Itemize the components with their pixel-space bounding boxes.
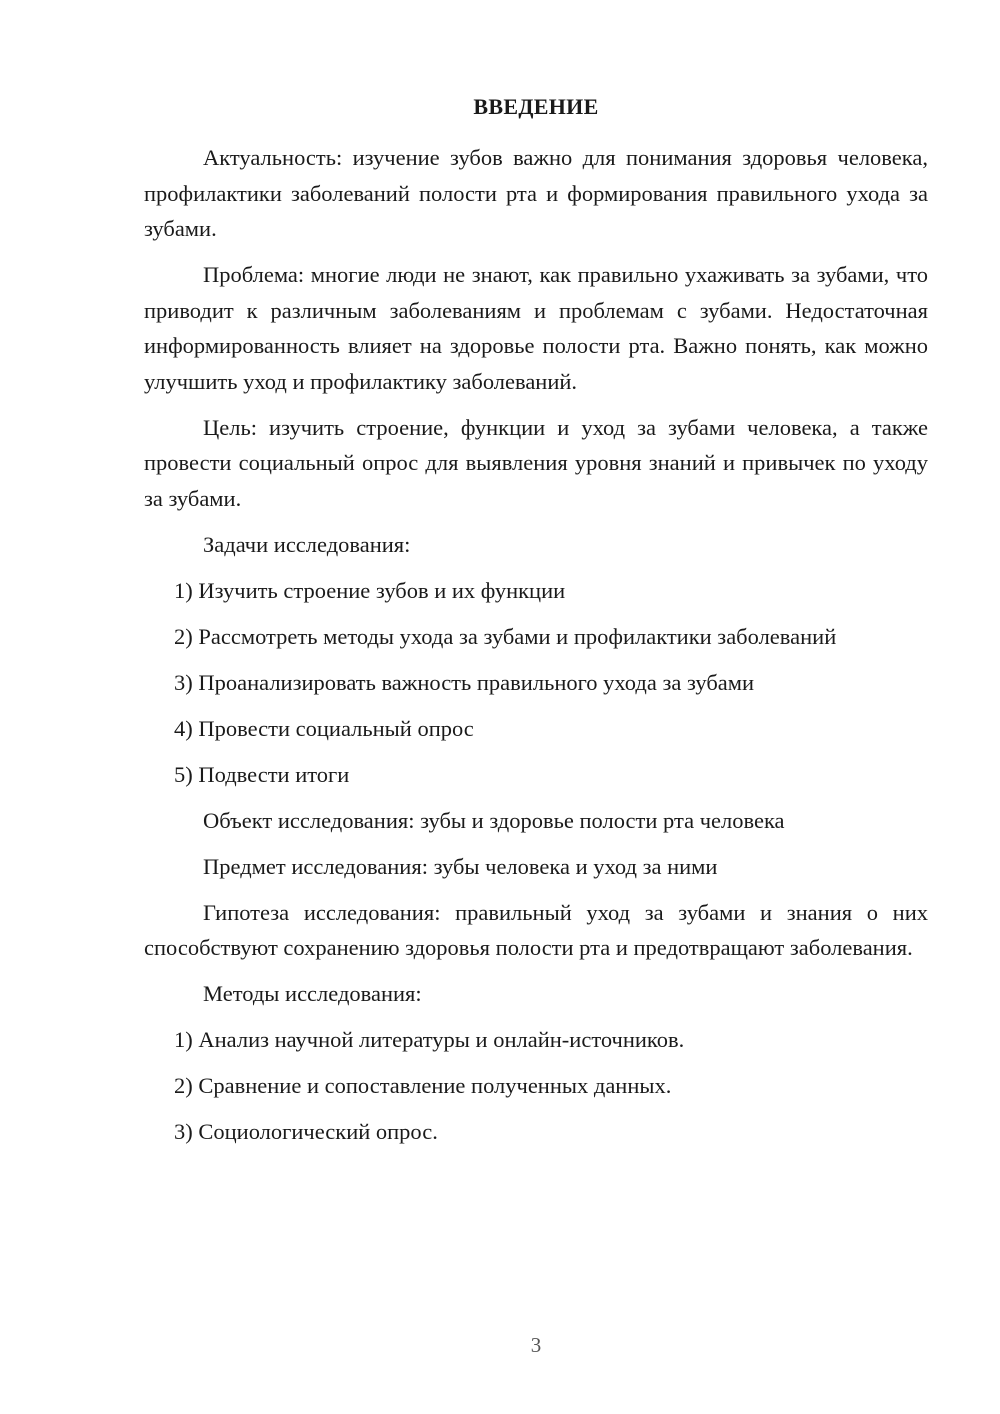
document-body (144, 140, 928, 1160)
task-item: 2) Рассмотреть методы ухода за зубами и профилактики заболеваний (174, 623, 837, 649)
task-item: 4) Провести социальный опрос (174, 715, 474, 741)
tasks-heading: Задачи исследования: (203, 531, 411, 557)
methods-heading: Методы исследования: (203, 981, 422, 1006)
task-item: 1) Изучить строение зубов и их функции (174, 577, 566, 603)
task-item: 3) Проанализировать важность правильного ухода за зубами (174, 669, 755, 695)
method-item: 3) Социологический опрос. (174, 1119, 438, 1144)
hypothesis-paragraph: Гипотеза исследования: правильный уход за зубами и знания о них способствуют сохранению здоровья полости рта и предотвращают заболевания. (144, 899, 928, 960)
research-subject: Предмет исследования: зубы человека и уход за ними (203, 853, 718, 879)
goal-paragraph: Цель: изучить строение, функции и уход за зубами человека, а также провести социальный опрос для выявления уровня знаний и привычек по уходу за зубами. (144, 414, 928, 511)
method-item: 2) Сравнение и сопоставление полученных данных. (174, 1073, 672, 1098)
task-item: 5) Подвести итоги (174, 761, 350, 787)
method-item: 1) Анализ научной литературы и онлайн-источников. (174, 1027, 685, 1052)
page-number: 3 (530, 1333, 542, 1357)
relevance-paragraph: Актуальность: изучение зубов важно для понимания здоровья человека, профилактики заболеваний полости рта и формирования правильного ухода за зубами. (144, 145, 928, 241)
page-title: ВВЕДЕНИЕ (473, 94, 599, 119)
problem-paragraph: Проблема: многие люди не знают, как правильно ухаживать за зубами, что приводит к различным заболеваниям и проблемам с зубами. Недостаточная информированность влияет на здоровье полости рта. Важно понять, как можно улучшить уход и профилактику заболеваний. (144, 262, 928, 394)
research-object: Объект исследования: зубы и здоровье полости рта человека (203, 807, 785, 833)
